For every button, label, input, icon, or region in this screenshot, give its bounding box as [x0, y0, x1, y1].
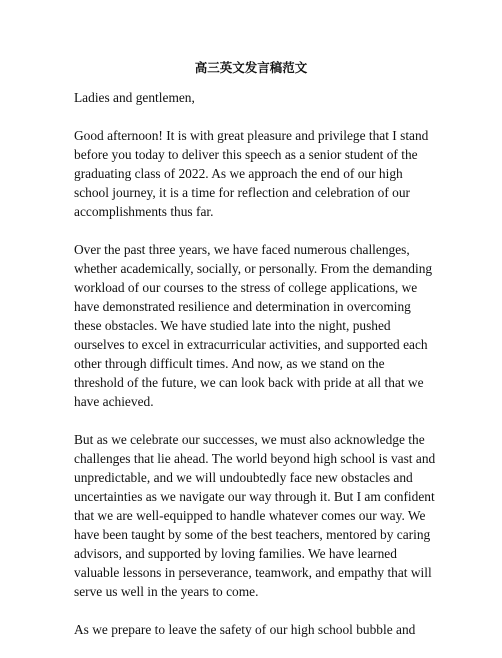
text-line: have achieved. — [74, 394, 154, 409]
text-line: threshold of the future, we can look back with pride at all that we — [74, 375, 424, 390]
text-line: have demonstrated resilience and determination in overcoming — [74, 299, 411, 314]
text-line: Ladies and gentlemen, — [74, 90, 195, 105]
text-line: advisors, and supported by loving families. We have learned — [74, 546, 397, 561]
text-line: valuable lessons in perseverance, teamwork, and empathy that will — [74, 565, 432, 580]
text-line: But as we celebrate our successes, we must also acknowledge the — [74, 432, 425, 447]
text-line: As we prepare to leave the safety of our high school bubble and — [74, 622, 416, 637]
text-line: uncertainties as we navigate our way through it. But I am confident — [74, 489, 435, 504]
text-line: these obstacles. We have studied late into the night, pushed — [74, 318, 391, 333]
text-line: Over the past three years, we have faced numerous challenges, — [74, 242, 410, 257]
text-line: challenges that lie ahead. The world beyond high school is vast and — [74, 451, 436, 466]
document-title: 高三英文发言稿范文 — [194, 60, 308, 75]
paragraph-salutation — [74, 88, 434, 107]
text-line: workload of our courses to the stress of college applications, we — [74, 280, 418, 295]
paragraph-greeting — [74, 126, 434, 221]
text-line: accomplishments thus far. — [74, 204, 214, 219]
text-line: that we are well-equipped to handle whatever comes our way. We — [74, 508, 426, 523]
text-line: other through difficult times. And now, as we stand on the — [74, 356, 385, 371]
paragraph-future — [74, 430, 434, 601]
text-line: whether academically, socially, or personally. From the demanding — [74, 261, 433, 276]
text-line: Good afternoon! It is with great pleasure and privilege that I stand — [74, 128, 429, 143]
text-line: ourselves to excel in extracurricular activities, and supported each — [74, 337, 428, 352]
text-line: before you today to deliver this speech as a senior student of the — [74, 147, 418, 162]
paragraph-closing — [74, 620, 434, 639]
text-line: school journey, it is a time for reflection and celebration of our — [74, 185, 411, 200]
text-line: unpredictable, and we will undoubtedly face new obstacles and — [74, 470, 413, 485]
paragraph-challenges — [74, 240, 434, 411]
text-line: serve us well in the years to come. — [74, 584, 259, 599]
text-line: graduating class of 2022. As we approach the end of our high — [74, 166, 403, 181]
text-line: have been taught by some of the best teachers, mentored by caring — [74, 527, 431, 542]
document-body — [74, 88, 434, 658]
